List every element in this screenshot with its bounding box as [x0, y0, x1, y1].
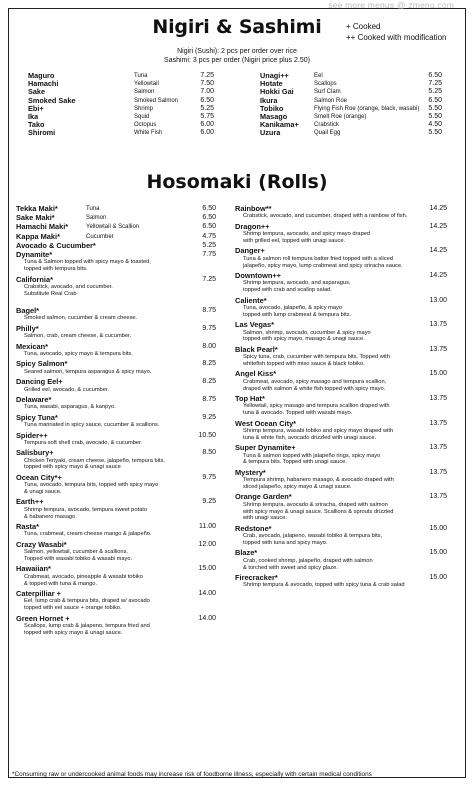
item-name: Shiromi: [28, 128, 56, 138]
roll-name: Ocean City*+: [16, 472, 62, 482]
legend-cooked: + Cooked: [346, 22, 381, 31]
item-description: Shrimp: [134, 105, 154, 112]
roll-description: topped with spicy mayo, masago & unagi sauce.: [243, 336, 365, 343]
roll-description: Eel, lump crab & tempura bits, draped w/ avocado: [24, 598, 150, 605]
roll-description: Tempura shrimp, habanero masago, & avocado draped with: [243, 477, 394, 484]
roll-price: 8.00: [202, 342, 216, 350]
item-description: Scallops: [314, 81, 337, 88]
roll-name: Rasta*: [16, 522, 40, 532]
roll-item: [235, 524, 447, 549]
roll-description: Tempura soft shell crab, avocado, & cucumber.: [24, 439, 143, 446]
item-description: Salmon Roe: [314, 97, 348, 104]
item-name: Tobiko: [260, 103, 284, 113]
item-price: 5.25: [428, 88, 442, 96]
rolls-list-left: [16, 204, 216, 638]
roll-price: 15.00: [429, 573, 447, 581]
roll-description: Crab, cooked shrimp, jalapeño, draped with salmon: [243, 557, 373, 564]
roll-name: Mexican*: [16, 341, 49, 351]
roll-name: Dynamite*: [16, 249, 53, 259]
item-name: Ebi+: [28, 103, 44, 113]
roll-name: Danger+: [235, 246, 265, 256]
roll-description: Crabstick, avocado, and cucumber, draped with a rainbow of fish.: [243, 213, 408, 220]
item-price: 5.25: [200, 104, 214, 112]
roll-price: 8.50: [202, 449, 216, 457]
roll-name: Dancing Eel+: [16, 377, 63, 387]
item-description: Crabstick: [314, 122, 340, 129]
roll-name: Angel Kiss*: [235, 369, 277, 379]
roll-description: topped with tempura bits.: [24, 266, 88, 273]
roll-item: [16, 540, 216, 565]
roll-description: Tuna & salmon roll tempura batter fried topped with a sliced: [243, 255, 393, 262]
roll-price: 13.75: [429, 419, 447, 427]
roll-price: 6.50: [202, 214, 216, 222]
roll-description: Shrimp tempura, avocado, and spicy mayo draped: [243, 231, 371, 238]
roll-price: 9.75: [202, 324, 216, 332]
roll-price: 11.00: [199, 523, 216, 531]
roll-description: Scallops, lump crab & jalapeno, tempura fried and: [24, 623, 150, 630]
roll-description: Yellowtail, spicy masago and tempura scallion draped with: [243, 403, 390, 410]
roll-item: [235, 271, 447, 296]
roll-item: [235, 345, 447, 370]
menu-item: [28, 105, 214, 113]
roll-price: 15.00: [198, 565, 216, 573]
roll-description: Tuna marinated in spicy sauce, cucumber & scallions.: [24, 422, 160, 429]
roll-description: Salmon, shrimp, avocado, cucumber & spicy mayo: [243, 329, 371, 336]
item-price: 4.50: [428, 121, 442, 129]
item-price: 7.25: [428, 80, 442, 88]
roll-price: 14.00: [198, 590, 216, 598]
roll-description: Tuna, wasabi, asparagus, & kanpyo.: [24, 404, 116, 411]
roll-item: [235, 296, 447, 321]
roll-description: draped with salmon & white fish topped with spicy mayo.: [243, 385, 386, 392]
item-name: Hamachi: [28, 79, 59, 89]
roll-item: [16, 232, 216, 241]
roll-price: 9.25: [202, 413, 216, 421]
menu-item: [28, 129, 214, 137]
roll-description: tuna & avocado. Topped with wasabi mayo.: [243, 410, 353, 417]
roll-description: Shrimp tempura, avocado, and asparagus,: [243, 280, 351, 287]
item-description: Salmon: [134, 89, 155, 96]
menu-item: [28, 97, 214, 105]
roll-price: 7.75: [202, 250, 216, 258]
item-price: 7.50: [200, 80, 214, 88]
item-name: Kanikama+: [260, 120, 299, 130]
roll-name: Philly*: [16, 323, 39, 333]
roll-name: Hawaiian*: [16, 564, 51, 574]
roll-name: Caliente*: [235, 295, 267, 305]
roll-item: [235, 394, 447, 419]
roll-name: Top Hat*: [235, 393, 265, 403]
hosomaki-title: Hosomaki (Rolls): [146, 171, 328, 193]
roll-item: [16, 222, 216, 231]
roll-description: topped with spicy mayo & unagi sauce: [24, 464, 121, 471]
roll-description: Salmon, crab, cream cheese, & cucumber.: [24, 333, 132, 340]
roll-item: [16, 306, 216, 324]
roll-description: Topped with wasabi tobiko & wasabi mayo.: [24, 556, 133, 563]
roll-description: Tuna & salmon topped with jalapeño rings, spicy mayo: [243, 452, 381, 459]
menu-item: [260, 121, 442, 129]
roll-name: Dragon++: [235, 221, 270, 231]
roll-ingredients: Cucumber: [86, 233, 114, 240]
roll-price: 14.25: [429, 271, 447, 279]
item-name: Hotate: [260, 79, 283, 89]
nigiri-title: Nigiri & Sashimi: [152, 16, 322, 38]
roll-item: [235, 573, 447, 591]
item-price: 7.25: [200, 72, 214, 79]
item-description: Squid: [134, 113, 150, 120]
item-price: 6.50: [200, 96, 214, 104]
legend: [346, 21, 447, 43]
roll-item: [16, 213, 216, 222]
nigiri-note: Nigiri (Sushi): 2 pcs per order over rice: [177, 48, 297, 55]
roll-item: [16, 564, 216, 589]
roll-name: Las Vegas*: [235, 320, 275, 330]
roll-description: Crabmeat, avocado, pineapple & wasabi tobiko: [24, 573, 143, 580]
roll-item: [16, 448, 216, 473]
roll-description: topped with spicy mayo & unagi sauce.: [24, 629, 123, 636]
menu-item: [260, 105, 442, 113]
roll-name: Blaze*: [235, 548, 258, 558]
roll-item: [16, 413, 216, 431]
roll-description: topped with crab and scallop salad.: [243, 287, 332, 294]
roll-name: Super Dynamite+: [235, 443, 296, 453]
roll-name: Salisbury+: [16, 448, 54, 458]
roll-description: & tempura bits. Topped with unagi sauce.: [243, 459, 347, 466]
menu-item: [28, 80, 214, 88]
item-name: Unagi++: [260, 71, 289, 80]
legend-cooked-modification: ++ Cooked with modification: [346, 33, 447, 42]
roll-description: topped with tuna and spicy mayo.: [243, 539, 328, 546]
roll-description: & torched with sweet and spicy glaze.: [243, 564, 338, 571]
roll-price: 4.75: [202, 232, 216, 240]
roll-description: Seared salmon, tempura asparagus & spicy mayo.: [24, 368, 152, 375]
roll-name: Redstone*: [235, 523, 272, 533]
item-description: White Fish: [134, 130, 163, 137]
menu-item: [260, 88, 442, 96]
roll-description: Spicy tuna, crab, cucumber with tempura bits. Topped with: [243, 354, 390, 361]
roll-name: Crazy Wasabi*: [16, 539, 67, 549]
item-description: Surf Clam: [314, 89, 341, 96]
roll-item: [16, 497, 216, 522]
roll-price: 13.00: [429, 296, 447, 304]
item-name: Uzura: [260, 128, 281, 138]
roll-name: Firecracker*: [235, 572, 278, 582]
roll-item: [235, 443, 447, 468]
item-description: Octopus: [134, 122, 157, 129]
roll-item: [16, 241, 216, 250]
roll-description: topped with eel sauce + orange tobiko.: [24, 605, 122, 612]
roll-description: Chicken Teriyaki, cream cheese, jalapeño, tempura bits,: [24, 457, 165, 464]
roll-price: 14.00: [198, 614, 216, 622]
roll-description: Crabmeat, avocado, spicy masago and tempura scallion,: [243, 378, 387, 385]
item-description: Eel: [314, 73, 323, 79]
roll-description: Tuna, avocado, spicy mayo & tempura bits.: [24, 350, 133, 357]
menu-item: [260, 97, 442, 105]
roll-price: 6.50: [202, 223, 216, 231]
roll-item: [16, 250, 216, 275]
roll-name: Tekka Maki*: [16, 204, 58, 213]
roll-price: 9.25: [202, 498, 216, 506]
roll-item: [235, 246, 447, 271]
roll-description: & topped with tuna & mango.: [24, 580, 98, 587]
roll-ingredients: Yellowtail & Scallion: [86, 224, 140, 231]
roll-price: 13.75: [429, 468, 447, 476]
roll-description: Smoked salmon, cucumber & cream cheese.: [24, 315, 138, 322]
item-name: Ikura: [260, 95, 278, 105]
menu-item: [28, 113, 214, 121]
roll-description: Shrimp tempura, wasabi tobiko and spicy mayo draped with: [243, 427, 394, 434]
roll-item: [16, 324, 216, 342]
roll-name: California*: [16, 274, 53, 284]
roll-item: [16, 431, 216, 449]
roll-description: topped with lump crabmeat & tempura bits.: [243, 311, 352, 318]
item-name: Smoked Sake: [28, 95, 76, 105]
roll-description: whitefish topped with miso sauce & black tobiko.: [243, 360, 365, 367]
roll-price: 13.75: [429, 321, 447, 329]
item-price: 6.00: [200, 129, 214, 137]
nigiri-list-right: [260, 72, 442, 138]
roll-item: [16, 377, 216, 395]
roll-description: tuna & white fish, avocado drizzled with unagi sauce.: [243, 434, 377, 441]
roll-name: Mystery*: [235, 467, 266, 477]
roll-description: with unagi sauce.: [243, 515, 287, 522]
roll-item: [235, 369, 447, 394]
roll-item: [235, 204, 447, 222]
item-name: Ika: [28, 111, 39, 121]
roll-ingredients: Salmon: [86, 215, 107, 222]
roll-price: 14.25: [429, 222, 447, 230]
roll-price: 15.00: [429, 549, 447, 557]
roll-price: 13.75: [429, 444, 447, 452]
roll-description: jalapeño, spicy mayo, lump crabmeat and spicy sriracha sauce.: [243, 262, 403, 269]
item-name: Sake: [28, 87, 46, 97]
roll-item: [16, 522, 216, 540]
roll-item: [16, 275, 216, 306]
roll-ingredients: Tuna: [86, 206, 100, 212]
nigiri-list-left: [28, 72, 214, 138]
item-price: 5.75: [200, 112, 214, 120]
item-description: Quail Egg: [314, 130, 341, 137]
rolls-list-right: [235, 204, 447, 591]
roll-name: Orange Garden*: [235, 492, 292, 502]
roll-item: [16, 342, 216, 360]
item-name: Masago: [260, 111, 288, 121]
roll-description: Crab, avocado, jalapeno, wasabi tobiko & tempura bits,: [243, 533, 383, 540]
roll-price: 13.75: [429, 493, 447, 501]
menu-item: [260, 72, 442, 80]
roll-description: sliced jalapeño, spicy mayo & unagi sauce.: [243, 483, 352, 490]
item-name: Hokki Gai: [260, 87, 294, 97]
roll-item: [235, 492, 447, 523]
roll-description: with spicy mayo & unagi sauce. Scallions & sprouts drizzled: [243, 508, 394, 515]
roll-item: [16, 359, 216, 377]
footer-disclaimer: *Consuming raw or undercooked animal foods may increase risk of foodborne illness, especially with certain medical conditions: [12, 771, 372, 778]
menu-item: [260, 129, 442, 137]
roll-price: 7.25: [202, 275, 216, 283]
roll-description: Salmon, yellowtail, cucumber & scallions.: [24, 549, 128, 556]
roll-name: Bagel*: [16, 305, 40, 315]
roll-price: 5.25: [202, 241, 216, 249]
roll-price: 14.25: [429, 205, 447, 212]
roll-item: [235, 548, 447, 573]
roll-price: 8.75: [202, 395, 216, 403]
roll-item: [16, 589, 216, 614]
watermark: see more menus @ zmenu.com: [328, 0, 454, 10]
roll-name: Earth++: [16, 497, 44, 507]
roll-item: [16, 395, 216, 413]
roll-name: Spicy Tuna*: [16, 412, 58, 422]
roll-description: Shrimp tempura, avocado & sriracha, draped with salmon: [243, 501, 388, 508]
roll-price: 6.50: [202, 205, 216, 212]
roll-description: & unagi sauce.: [24, 489, 62, 496]
item-price: 7.00: [200, 88, 214, 96]
roll-name: Delaware*: [16, 394, 52, 404]
roll-description: Crabstick, avocado, and cucumber.: [24, 283, 113, 290]
roll-name: Rainbow**: [235, 204, 272, 213]
roll-description: Tuna, avocado, jalapeño, & spicy mayo: [243, 304, 343, 311]
roll-price: 13.75: [429, 345, 447, 353]
roll-price: 9.75: [202, 473, 216, 481]
roll-name: Kappa Maki*: [16, 231, 60, 241]
item-description: Smelt Roe (orange): [314, 113, 367, 120]
roll-description: Grilled eel, avocado, & cucumber.: [24, 386, 110, 393]
roll-price: 8.25: [202, 360, 216, 368]
roll-price: 8.25: [202, 378, 216, 386]
roll-description: with grilled eel, topped with unagi sauce.: [243, 237, 346, 244]
item-price: 5.50: [428, 129, 442, 137]
roll-price: 8.75: [202, 306, 216, 314]
roll-description: Shrimp tempura, avocado, tempura sweet potato: [24, 506, 147, 513]
roll-item: [235, 222, 447, 247]
item-price: 6.00: [200, 121, 214, 129]
roll-description: Shrimp tempura & avocado, topped with spicy tuna & crab salad: [243, 582, 405, 589]
roll-price: 15.00: [429, 524, 447, 532]
item-price: 6.50: [428, 96, 442, 104]
roll-description: Tuna, avocado, tempura bits, topped with spicy mayo: [24, 482, 159, 489]
roll-price: 12.00: [198, 540, 216, 548]
roll-name: Caterpilliar +: [16, 589, 61, 599]
roll-name: Avocado & Cucumber*: [16, 240, 96, 250]
item-price: 5.50: [428, 112, 442, 120]
roll-price: 14.25: [429, 247, 447, 255]
item-price: 6.50: [428, 72, 442, 79]
item-description: Smoked Salmon: [134, 97, 179, 104]
roll-item: [235, 320, 447, 345]
roll-item: [235, 468, 447, 493]
roll-item: [16, 614, 216, 639]
roll-item: [16, 473, 216, 498]
roll-price: 13.75: [429, 394, 447, 402]
roll-description: Tuna & Salmon topped with spicy mayo & toasted,: [24, 259, 151, 266]
roll-item: [235, 419, 447, 444]
roll-name: West Ocean City*: [235, 418, 297, 428]
item-price: 5.50: [428, 104, 442, 112]
roll-price: 15.00: [429, 370, 447, 378]
item-description: Flying Fish Roe (orange, black, wasabi): [314, 105, 420, 112]
item-name: Maguro: [28, 71, 55, 80]
item-description: Yellowtail: [134, 81, 159, 88]
roll-description: & habanero masago.: [24, 513, 77, 520]
item-description: Tuna: [134, 73, 148, 79]
roll-name: Green Hornet +: [16, 613, 70, 623]
roll-name: Spicy Salmon*: [16, 359, 68, 369]
roll-price: 10.50: [198, 431, 216, 439]
roll-description: Substitute Real Crab: [24, 290, 77, 297]
roll-name: Spider++: [16, 430, 48, 440]
menu-item: [28, 121, 214, 129]
roll-item: [16, 204, 216, 213]
roll-name: Sake Maki*: [16, 213, 55, 223]
roll-description: Tuna, crabmeat, cream cheese mango & jalapeño.: [24, 531, 152, 538]
roll-name: Black Pearl*: [235, 344, 278, 354]
roll-name: Downtown++: [235, 270, 281, 280]
roll-name: Hamachi Maki*: [16, 222, 69, 232]
item-name: Tako: [28, 120, 45, 130]
sashimi-note: Sashimi: 3 pcs per order (Nigiri price plus 2.50): [164, 57, 310, 64]
